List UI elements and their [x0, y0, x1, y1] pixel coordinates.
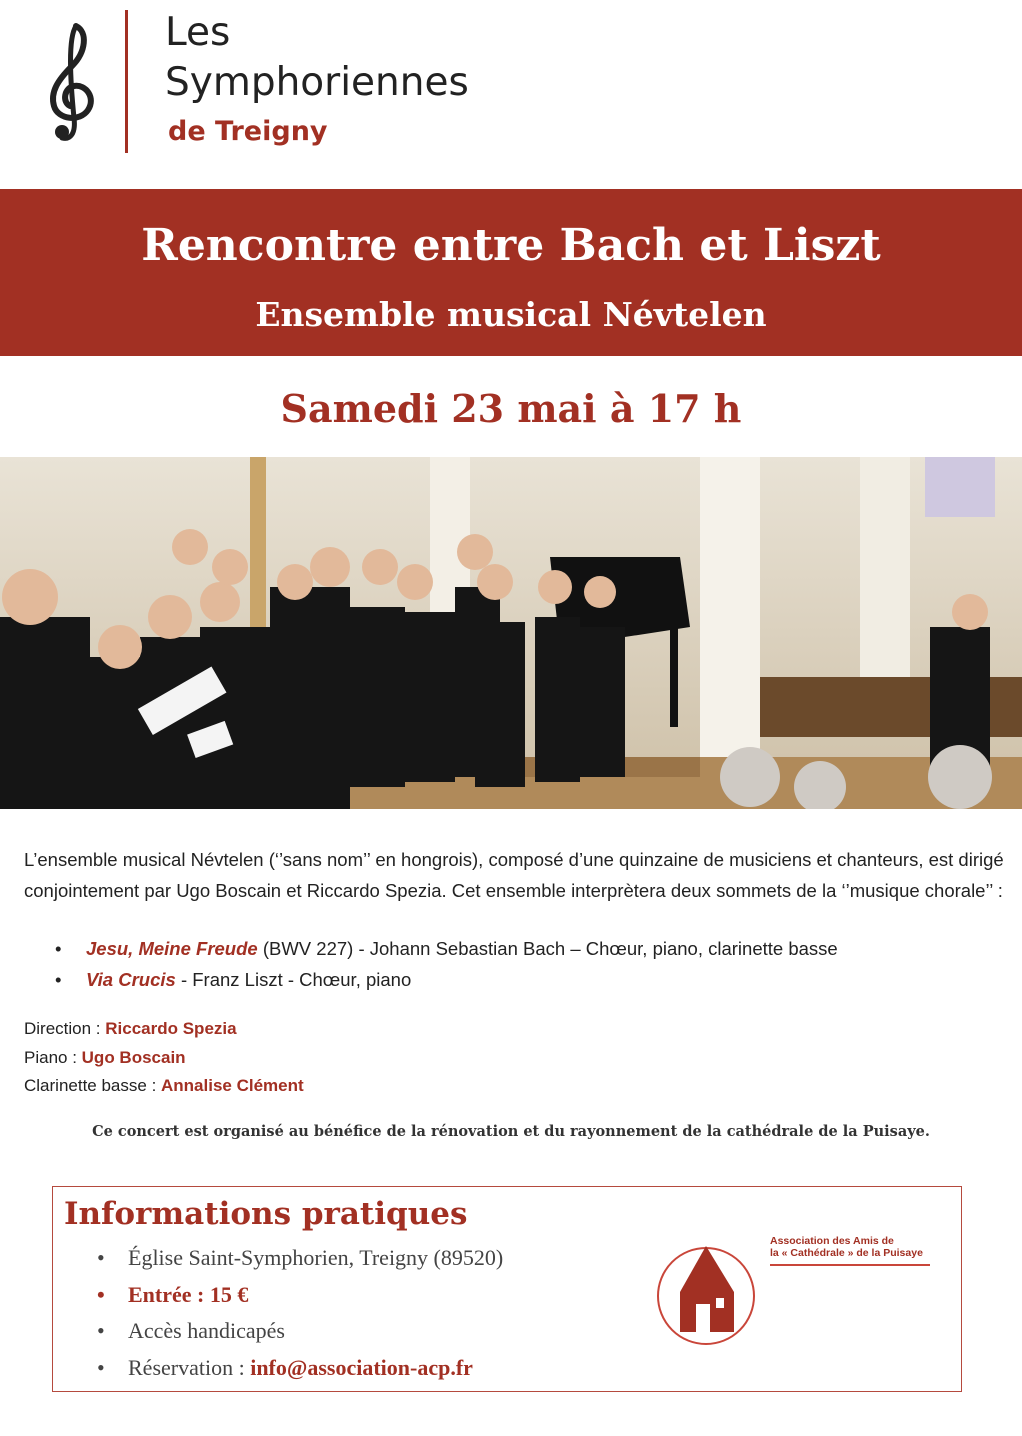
- credit-role: Clarinette basse :: [24, 1076, 162, 1095]
- works-list: [55, 933, 1015, 995]
- work-details: (BWV 227) - Johann Sebastian Bach – Chœur, piano, clarinette basse: [257, 938, 838, 959]
- practical-info-title: Informations pratiques: [64, 1196, 468, 1232]
- concert-title: Rencontre entre Bach et Liszt: [141, 220, 881, 271]
- credit-clarinet: [24, 1072, 304, 1101]
- work-title: Jesu, Meine Freude: [86, 938, 258, 959]
- info-place: • Église Saint-Symphorien, Treigny (89520): [97, 1240, 503, 1277]
- info-booking: [97, 1350, 503, 1387]
- concert-date: Samedi 23 mai à 17 h: [280, 386, 742, 431]
- treble-clef-icon: [40, 18, 106, 148]
- credit-name: Ugo Boscain: [81, 1047, 186, 1067]
- credit-role: Piano :: [24, 1047, 82, 1067]
- benefit-note: Ce concert est organisé au bénéfice de la rénovation et du rayonnement de la cathédrale de la Puisaye.: [92, 1123, 930, 1140]
- info-entry: • Entrée : 15 €: [97, 1277, 503, 1314]
- credit-piano: [24, 1044, 304, 1073]
- work-title: Via Crucis: [86, 969, 176, 990]
- credit-name: Annalise Clément: [161, 1076, 304, 1095]
- booking-label: Réservation :: [128, 1354, 251, 1380]
- work-details: - Franz Liszt - Chœur, piano: [175, 969, 412, 990]
- intro-paragraph: L’ensemble musical Névtelen (‘’sans nom’’ en hongrois), composé d’une quinzaine de musiciens et chanteurs, est dirigé conjointement par Ugo Boscain et Riccardo Spezia. Cet ensemble interprètera deux sommets de la ‘’musique chorale’’ :: [24, 849, 1004, 901]
- association-name-line2: la « Cathédrale » de la Puisaye: [770, 1247, 923, 1259]
- logo-divider: [125, 10, 128, 153]
- ensemble-photo: [0, 457, 1022, 809]
- practical-info-list: [97, 1240, 503, 1386]
- info-access: • Accès handicapés: [97, 1313, 503, 1350]
- logo-text-symphoriennes: Symphoriennes: [165, 60, 469, 105]
- association-name: [770, 1235, 923, 1259]
- credit-role: Direction :: [24, 1019, 106, 1038]
- credit-direction: [24, 1015, 304, 1044]
- credit-name: Riccardo Spezia: [105, 1019, 237, 1038]
- ensemble-name: Ensemble musical Névtelen: [255, 295, 767, 334]
- association-underline: [770, 1264, 930, 1266]
- association-name-line1: Association des Amis de: [770, 1235, 894, 1247]
- logo-text-treigny: de Treigny: [168, 116, 328, 147]
- list-item: [55, 964, 1015, 995]
- list-item: [55, 933, 1015, 964]
- credits-list: [24, 1015, 304, 1101]
- booking-email-link[interactable]: info@association-acp.fr: [250, 1354, 473, 1380]
- logo-text-les: Les: [165, 10, 231, 55]
- association-seal-logo: [650, 1228, 762, 1368]
